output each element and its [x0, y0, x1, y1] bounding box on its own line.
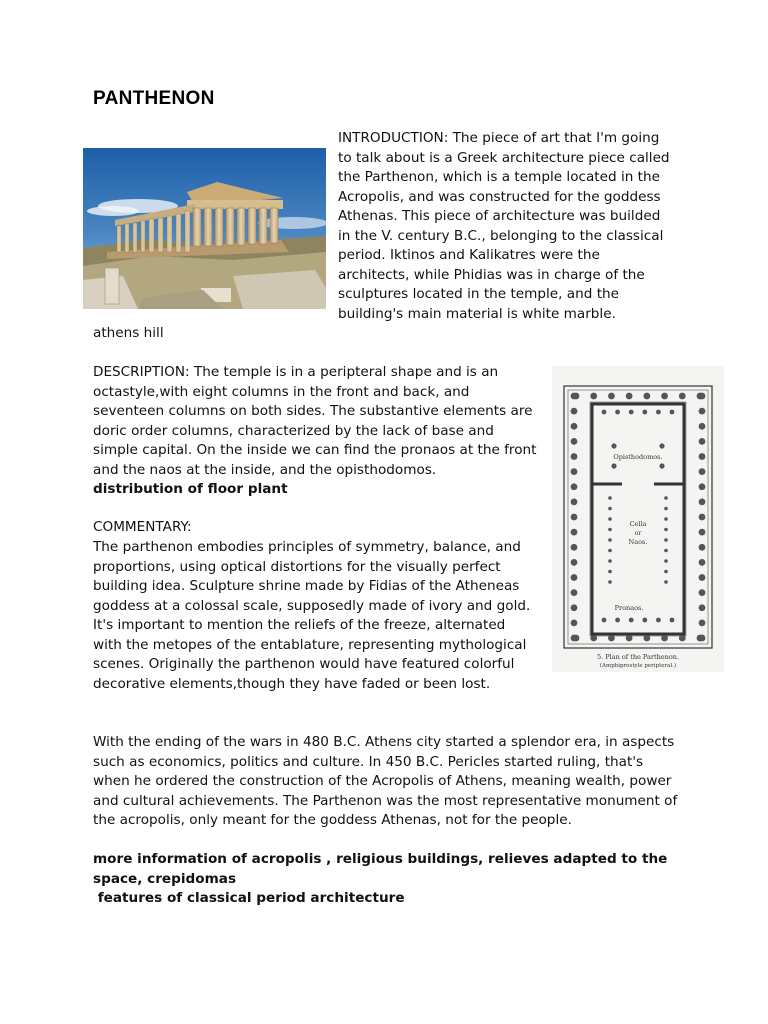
column-dot	[608, 559, 612, 563]
column-dot	[608, 549, 612, 553]
column-dot	[571, 468, 578, 475]
column-dot	[611, 443, 616, 448]
column-dot	[626, 635, 633, 642]
column-dot	[571, 604, 578, 611]
introduction-text: INTRODUCTION: The piece of art that I'm going to talk about is a Greek architecture piece called the Parthenon, which is a temple located in the Acropolis, and was constructed for the goddess Athenas. This piece of architecture was builded in the V. century B.C., belonging to the classical period. Iktinos and Kalikatres were the architects, while Phidias was in charge of the sculptures located in the temple, and the building's main material is white marble.	[338, 130, 670, 322]
column-dot	[699, 635, 706, 642]
column-dot	[659, 463, 664, 468]
column-dot	[608, 580, 612, 584]
column-dot	[629, 618, 634, 623]
commentary-heading: COMMENTARY:	[93, 519, 192, 535]
column-dot	[699, 483, 706, 490]
column-dot	[571, 589, 578, 596]
column-dot	[611, 463, 616, 468]
column-dot	[699, 574, 706, 581]
column-dot	[670, 618, 675, 623]
column-dot	[590, 635, 597, 642]
column-dot	[670, 410, 675, 415]
column-dot	[699, 408, 706, 415]
features-text: features of classical period architecture	[97, 890, 405, 906]
column-dot	[656, 618, 661, 623]
column-dot	[608, 507, 612, 511]
column-dot	[661, 635, 668, 642]
column-dot	[602, 410, 607, 415]
column-dot	[608, 517, 612, 521]
column-dot	[571, 635, 578, 642]
column-dot	[699, 604, 706, 611]
column-dot	[656, 410, 661, 415]
column-dot	[643, 393, 650, 400]
column-dot	[664, 517, 668, 521]
floor-plan-note: distribution of floor plant	[93, 481, 288, 497]
column-dot	[699, 589, 706, 596]
column-dot	[608, 393, 615, 400]
column-dot	[679, 393, 686, 400]
page-title: PANTHENON	[93, 88, 215, 109]
plan-caption: 5. Plan of the Parthenon.	[596, 653, 680, 661]
column-dot	[699, 498, 706, 505]
column-dot	[571, 423, 578, 430]
column-dot	[571, 408, 578, 415]
commentary-text: The parthenon embodies principles of symmetry, balance, and proportions, using optical distortions for the visually perfect building idea. Sculpture shrine made by Fidias of the Atheneas goddess at a colossal scale, supposedly made of ivory and gold. It's important to mention the reliefs of the freeze, alternated with the metopes of the entablature, representing mythological scenes. Originally the parthenon would have featured colorful decorative elements,though they have faded or been lost.	[93, 539, 531, 692]
column-dot	[626, 393, 633, 400]
history-text: With the ending of the wars in 480 B.C. Athens city started a splendor era, in aspects such as economics, politics and culture. In 450 B.C. Pericles started ruling, that's when he ordered the construction of the Acropolis of Athens, meaning wealth, power and cultural achievements. The Parthenon was the most representative monument of the acropolis, only meant for the goddess Athenas, not for the people.	[93, 734, 678, 828]
column-dot	[642, 410, 647, 415]
column-dot	[571, 574, 578, 581]
column-dot	[699, 529, 706, 536]
column-dot	[608, 538, 612, 542]
column-dot	[699, 438, 706, 445]
column-dot	[664, 507, 668, 511]
column-dot	[699, 393, 706, 400]
column-dot	[664, 538, 668, 542]
label-cella: Cella	[629, 520, 647, 528]
label-or: or	[634, 530, 642, 537]
column-dot	[679, 635, 686, 642]
column-dot	[664, 549, 668, 553]
column-dot	[642, 618, 647, 623]
column-dot	[571, 619, 578, 626]
column-dot	[608, 528, 612, 532]
description-text: DESCRIPTION: The temple is in a peripteral shape and is an octastyle,with eight columns in the front and back, and seventeen columns on both sides. The substantive elements are doric order columns, characterized by the lack of base and simple capital. On the inside we can find the pronaos at the front and the naos at the inside, and the opisthodomos.	[93, 364, 537, 478]
column-dot	[629, 410, 634, 415]
column-dot	[643, 635, 650, 642]
column-dot	[571, 529, 578, 536]
plan-caption-sub: (Amphiprostyle peripteral.)	[599, 663, 677, 669]
column-dot	[664, 559, 668, 563]
features-note	[93, 889, 683, 909]
description-paragraph	[93, 363, 543, 500]
column-dot	[608, 570, 612, 574]
column-dot	[699, 468, 706, 475]
column-dot	[661, 393, 668, 400]
column-dot	[608, 496, 612, 500]
column-dot	[571, 544, 578, 551]
column-dot	[699, 619, 706, 626]
label-opisthodomos: Opisthodomos.	[613, 453, 663, 461]
more-info-note: more information of acropolis , religious buildings, relieves adapted to the space, crepidomas	[93, 851, 668, 887]
column-dot	[571, 453, 578, 460]
column-dot	[699, 453, 706, 460]
column-dot	[608, 635, 615, 642]
photo-caption: athens hill	[93, 325, 164, 341]
column-dot	[699, 559, 706, 566]
label-pronaos: Pronaos.	[614, 604, 644, 612]
column-dot	[659, 443, 664, 448]
column-dot	[664, 580, 668, 584]
column-dot	[571, 559, 578, 566]
introduction-paragraph	[93, 129, 673, 344]
column-dot	[590, 393, 597, 400]
column-dot	[571, 498, 578, 505]
column-dot	[664, 570, 668, 574]
column-dot	[615, 618, 620, 623]
column-dot	[615, 410, 620, 415]
column-dot	[699, 514, 706, 521]
column-dot	[664, 528, 668, 532]
floor-plan-figure	[552, 366, 724, 672]
column-dot	[699, 544, 706, 551]
column-dot	[571, 514, 578, 521]
label-naos: Naos.	[628, 538, 648, 546]
column-dot	[602, 618, 607, 623]
column-dot	[699, 423, 706, 430]
column-dot	[571, 393, 578, 400]
column-dot	[571, 438, 578, 445]
column-dot	[571, 483, 578, 490]
column-dot	[664, 496, 668, 500]
